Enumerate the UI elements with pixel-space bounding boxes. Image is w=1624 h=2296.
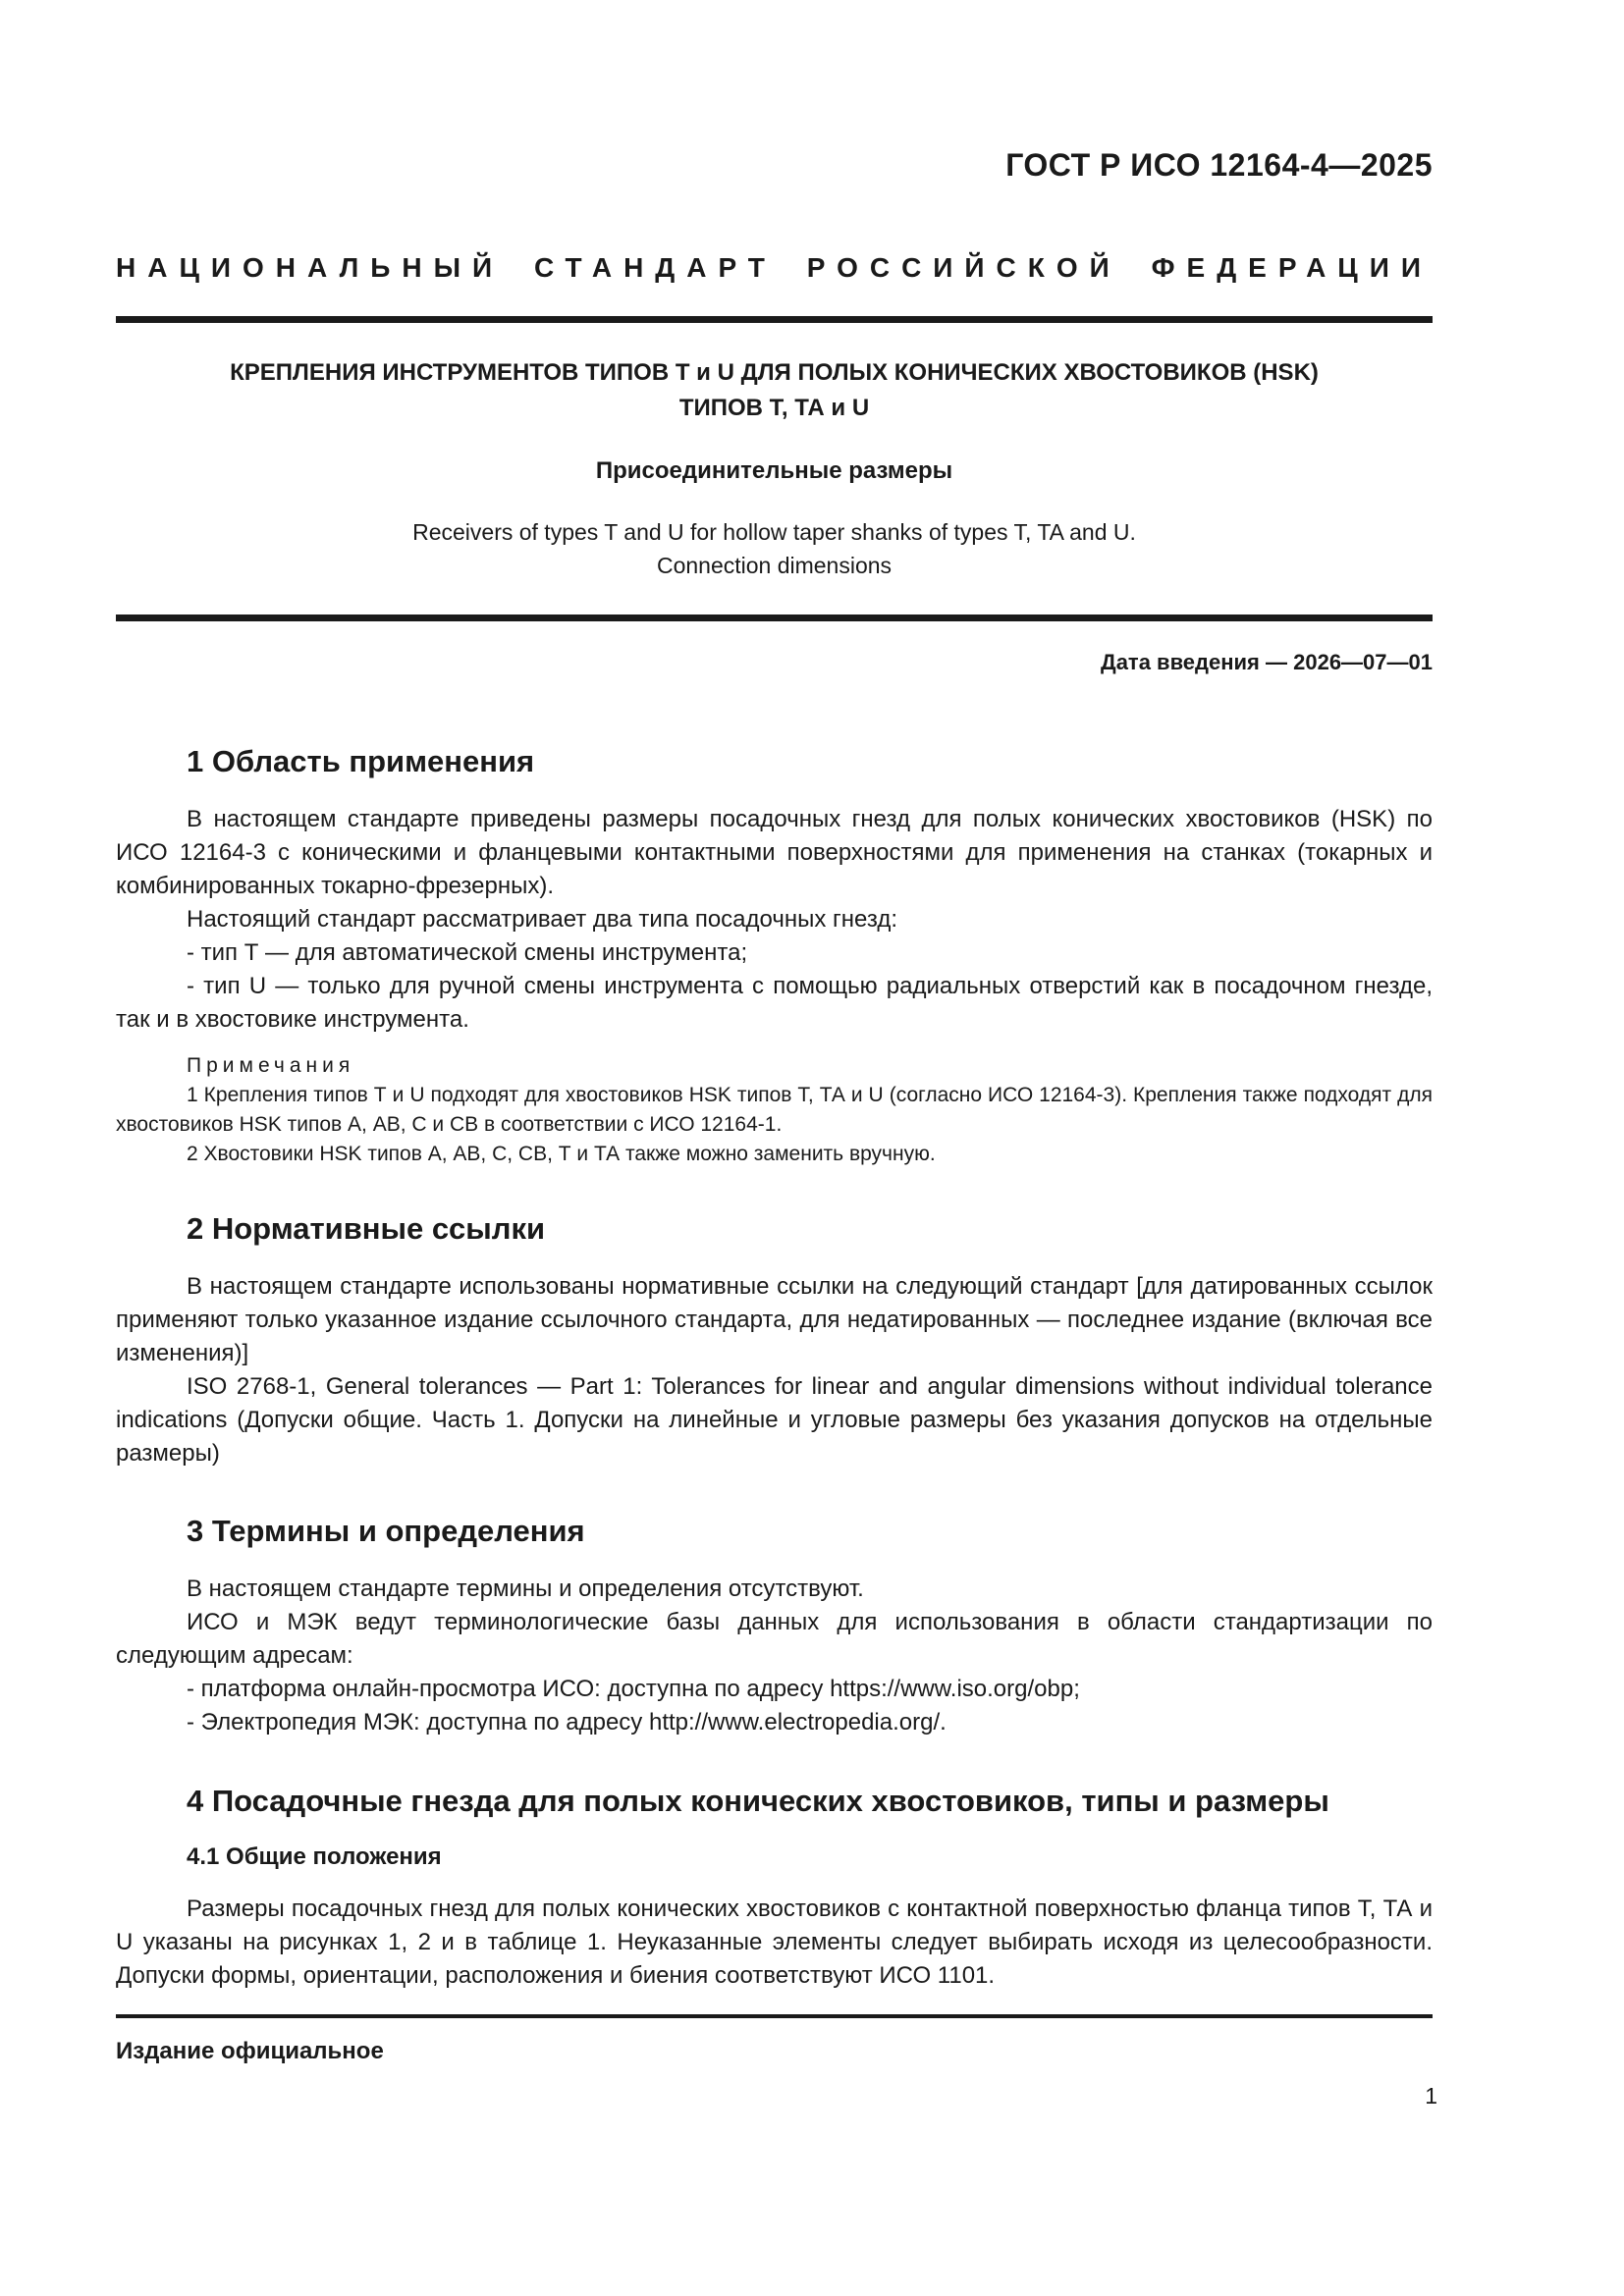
document-title [116, 355, 1433, 426]
paragraph: ИСО и МЭК ведут терминологические базы данных для использования в области стандартизации по следующим адресам: [116, 1609, 1433, 1669]
section-4-heading: 4 Посадочные гнезда для полых конических хвостовиков, типы и размеры [187, 1784, 1329, 1818]
national-standard-banner: НАЦИОНАЛЬНЫЙ СТАНДАРТ РОССИЙСКОЙ ФЕДЕРАЦИИ [116, 252, 1433, 283]
english-title-line-1: Receivers of types T and U for hollow taper shanks of types T, TA and U. [412, 519, 1136, 545]
section-3-heading: 3 Термины и определения [187, 1514, 585, 1548]
english-title-line-2: Connection dimensions [656, 553, 893, 578]
section-1-body [116, 803, 1433, 1037]
header-rule [116, 316, 1433, 323]
notes-title: Примечания [187, 1054, 355, 1077]
section-3-body [116, 1573, 1433, 1739]
paragraph: В настоящем стандарте использованы нормативные ссылки на следующий стандарт [для датированных ссылок применяют только указанное издание ссылочного стандарта, для недатированных — последнее издание (включая все изменения)] [116, 1273, 1433, 1366]
title-rule [116, 614, 1433, 621]
note-item: 2 Хвостовики HSK типов А, АВ, С, СВ, Т и ТА также можно заменить вручную. [187, 1143, 936, 1165]
footer-rule [116, 2014, 1433, 2018]
page-number: 1 [1425, 2083, 1437, 2109]
paragraph: В настоящем стандарте приведены размеры посадочных гнезд для полых конических хвостовиков (HSK) по ИСО 12164-3 с коническими и фланцевыми контактными поверхностями для применения на станках (токарных и комбинированных токарно-фрезерных). [116, 806, 1433, 899]
paragraph: Настоящий стандарт рассматривает два типа посадочных гнезд: [187, 906, 898, 933]
english-title [116, 515, 1433, 582]
introduction-date: Дата введения — 2026—07—01 [1101, 650, 1433, 674]
section-2-body [116, 1270, 1433, 1470]
list-item: - Электропедия МЭК: доступна по адресу http://www.electropedia.org/. [187, 1709, 947, 1735]
title-line-1: КРЕПЛЕНИЯ ИНСТРУМЕНТОВ ТИПОВ Т и U ДЛЯ ПОЛЫХ КОНИЧЕСКИХ ХВОСТОВИКОВ (HSK) [230, 359, 1319, 386]
list-item: - платформа онлайн-просмотра ИСО: доступна по адресу https://www.iso.org/obp; [187, 1676, 1080, 1702]
note-item: 1 Крепления типов Т и U подходят для хвостовиков HSK типов Т, ТА и U (согласно ИСО 12164-3). Крепления также подходят для хвостовиков HSK типов А, АВ, С и СВ в соответствии с ИСО 12164-1. [116, 1084, 1433, 1136]
document-number: ГОСТ Р ИСО 12164-4—2025 [1005, 147, 1433, 183]
list-item: - тип U — только для ручной смены инструмента с помощью радиальных отверстий как в посадочном гнезде, так и в хвостовике инструмента. [116, 973, 1433, 1033]
reference-item: ISO 2768-1, General tolerances — Part 1: Tolerances for linear and angular dimensions without individual tolerance indications (Допуски общие. Часть 1. Допуски на линейные и угловые размеры без указания допусков на отдельные размеры) [116, 1373, 1433, 1467]
section-4-body [116, 1893, 1433, 1993]
section-4-1-heading: 4.1 Общие положения [187, 1843, 442, 1870]
list-item: - тип Т — для автоматической смены инструмента; [187, 939, 748, 966]
document-subtitle: Присоединительные размеры [595, 457, 953, 484]
title-line-2: ТИПОВ Т, ТА и U [678, 395, 870, 421]
section-2-heading: 2 Нормативные ссылки [187, 1211, 546, 1246]
section-1-heading: 1 Область применения [187, 744, 535, 778]
section-1-notes [116, 1051, 1433, 1169]
official-edition-label: Издание официальное [116, 2038, 384, 2064]
paragraph: В настоящем стандарте термины и определения отсутствуют. [187, 1575, 864, 1602]
paragraph: Размеры посадочных гнезд для полых конических хвостовиков с контактной поверхностью фланца типов Т, ТА и U указаны на рисунках 1, 2 и в таблице 1. Неуказанные элементы следует выбирать исходя из целесообразности. Допуски формы, ориентации, расположения и биения соответствуют ИСО 1101. [116, 1896, 1433, 1989]
